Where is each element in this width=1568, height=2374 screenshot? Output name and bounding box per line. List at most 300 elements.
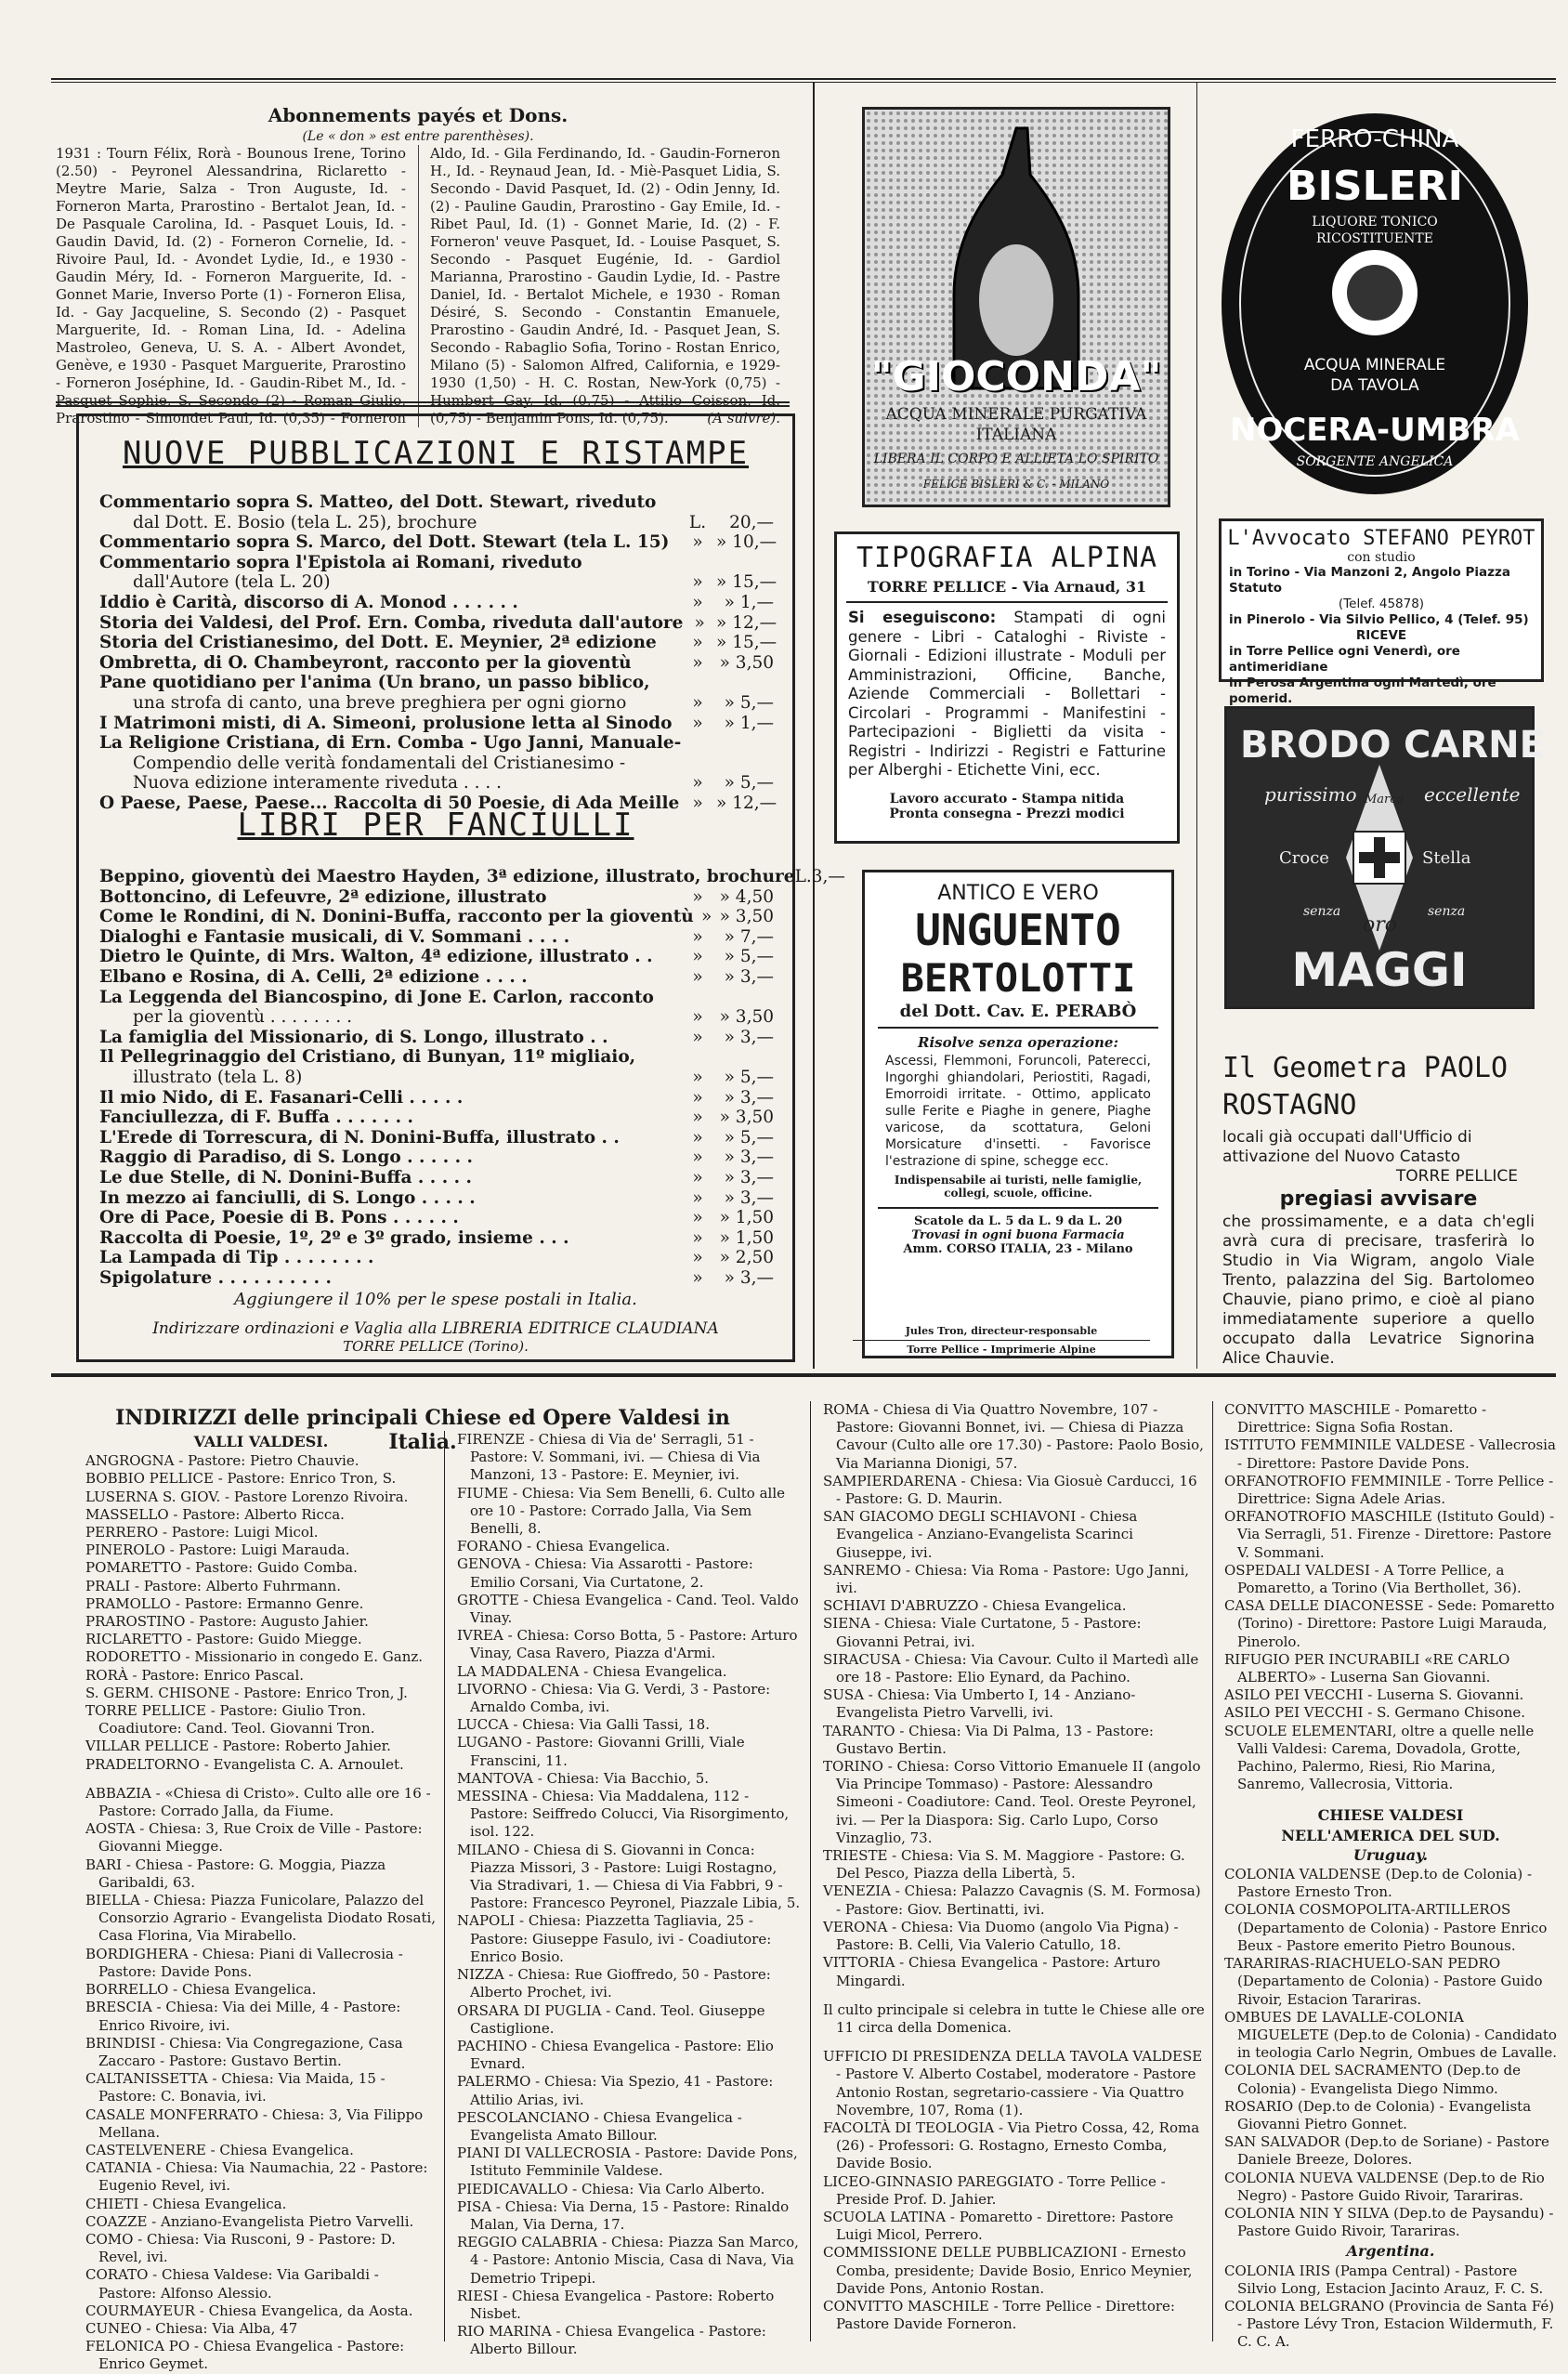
unguento-ad <box>862 870 1174 1358</box>
book-title: La Leggenda del Biancospino, di Jone E. Carlon, racconto <box>99 987 654 1007</box>
book-currency: » <box>692 926 703 947</box>
directory-entry: COLONIA IRIS (Pampa Central) - Pastore Silvio Long, Estacion Jacinto Arauz, F. C. S. <box>1224 2262 1544 2297</box>
directory-entry: COLONIA BELGRANO (Provincia de Santa Fé) - Pastore Lévy Tron, Estacion Wildermuth, F. C. C. A. <box>1224 2297 1555 2351</box>
book-title: Iddio è Carità, discorso di A. Monod . . . . . . <box>99 592 518 612</box>
book-row <box>99 967 774 988</box>
directory-entry: RORÀ - Pastore: Enrico Pascal. <box>85 1666 305 1684</box>
geometra-ad <box>1219 1050 1538 1368</box>
directory-entry: COLONIA VALDENSE (Dep.to de Colonia) - Pastore Ernesto Tron. <box>1224 1866 1533 1901</box>
abonnements-section <box>56 100 780 427</box>
directory-entry: UFFICIO DI PRESIDENZA DELLA TAVOLA VALDESE - Pastore V. Alberto Costabel, moderatore - Pastore Antonio Rostan, segretario-cassiere - Via Quattro Novembre, 107, Roma (1). <box>823 2048 1203 2118</box>
directory-entry: LUGANO - Pastore: Giovanni Grilli, Viale Franscini, 11. <box>457 1734 745 1769</box>
directory-entry: MASSELLO - Pastore: Alberto Ricca. <box>85 1505 345 1523</box>
directory-entry: TARANTO - Chiesa: Via Di Palma, 13 - Pastore: Gustavo Bertin. <box>823 1722 1154 1757</box>
book-row <box>99 693 774 714</box>
book-price <box>716 673 774 693</box>
book-price <box>717 733 774 754</box>
gioconda-line1: ACQUA MINERALE PURGATIVA <box>885 405 1147 424</box>
directory-entry: REGGIO CALABRIA - Chiesa: Piazza San Marco, 4 - Pastore: Antonio Miscia, Casa di Nava, Via Demetrio Tripepi. <box>457 2234 799 2287</box>
book-price: » 3,50 <box>719 907 774 927</box>
bisleri-sub1: LIQUORE TONICO <box>1312 215 1438 230</box>
book-title: Come le Rondini, di N. Donini-Buffa, racconto per la gioventù <box>99 907 694 927</box>
directory-entry: IVREA - Chiesa: Corso Botta, 5 - Pastore: Arturo Vinay, Casa Ravero, Piazza d'Armi. <box>457 1627 798 1662</box>
abonnements-note: (Le « don » est entre parenthèses). <box>302 129 534 144</box>
directory-entry: S. GERM. CHISONE - Pastore: Enrico Tron, J. <box>85 1684 408 1701</box>
directory-entry <box>85 1774 437 1785</box>
tipografia-body-lead: Si eseguiscono: <box>848 609 997 626</box>
column-divider-2 <box>1196 82 1197 1369</box>
abonnements-suivre: (A suivre). <box>707 410 780 426</box>
book-currency: L. <box>794 867 812 886</box>
maggi-brand: MAGGI <box>1291 943 1468 997</box>
book-row <box>99 1007 774 1028</box>
book-currency: » <box>692 1187 703 1208</box>
book-currency: » <box>692 1087 703 1108</box>
book-row <box>99 1248 774 1268</box>
book-row <box>99 1068 774 1088</box>
maggi-s3: eccellente <box>1424 783 1521 806</box>
book-price <box>716 754 774 774</box>
book-row <box>99 513 774 533</box>
book-price: » 5,— <box>724 947 774 967</box>
book-price: » 1,50 <box>719 1227 774 1248</box>
book-price: » 1,— <box>724 592 774 612</box>
book-currency: » <box>692 592 703 612</box>
valli-heading: VALLI VALDESI. <box>193 1433 329 1450</box>
directory-entry: BOBBIO PELLICE - Pastore: Enrico Tron, S. <box>85 1470 397 1488</box>
book-currency: » <box>692 886 703 907</box>
book-row <box>99 653 774 674</box>
directory-entry: MESSINA - Chiesa: Via Maddalena, 112 - Pastore: Seiffredo Colucci, Via Risorgimento, isol. 122. <box>457 1788 790 1841</box>
book-currency: » <box>692 1167 703 1187</box>
directory-entry: CHIETI - Chiesa Evangelica. <box>85 2195 287 2212</box>
maggi-ad <box>1224 706 1545 1009</box>
book-title: Bottoncino, di Lefeuvre, 2ª edizione, illustrato <box>99 886 547 907</box>
book-price: » 5,— <box>724 1067 774 1087</box>
tipografia-footer2: Pronta consegna - Prezzi modici <box>889 806 1125 821</box>
unguento-h2: UNGUENTO <box>915 905 1121 955</box>
book-title: Ore di Pace, Poesie di B. Pons . . . . . . <box>99 1208 459 1228</box>
publications-list <box>99 492 777 814</box>
book-price: » 12,— <box>716 612 777 633</box>
book-price: » 10,— <box>716 532 777 553</box>
directory-entry: BRESCIA - Chiesa: Via dei Mille, 4 - Pastore: Enrico Rivoire, ivi. <box>85 1999 401 2034</box>
gioconda-line4: FELICE BISLERI & C. - MILANO <box>922 478 1110 491</box>
book-title: illustrato (tela L. 8) <box>133 1067 303 1087</box>
sud-heading1: CHIESE VALDESI <box>1317 1806 1464 1825</box>
directory-entry: PIEDICAVALLO - Chiesa: Via Carlo Alberto. <box>457 2180 765 2197</box>
directory-entry: ISTITUTO FEMMINILE VALDESE - Vallecrosia - Direttore: Pastore Davide Pons. <box>1224 1436 1556 1472</box>
directory-entry: CUNEO - Chiesa: Via Alba, 47 <box>85 2319 298 2337</box>
book-row <box>99 673 774 693</box>
book-title: La famiglia del Missionario, di S. Longo, illustrato . . <box>99 1027 608 1047</box>
imprint <box>834 1325 1169 1356</box>
unguento-scatole: Scatole da L. 5 da L. 9 da L. 20 <box>913 1214 1123 1228</box>
directory-entry: SAMPIERDARENA - Chiesa: Via Giosuè Carducci, 16 - Pastore: G. D. Maurin. <box>823 1472 1197 1508</box>
book-currency <box>681 733 717 754</box>
book-row <box>99 1088 774 1108</box>
geometra-body: che prossimamente, e a data ch'egli avrà cura di precisare, trasferirà lo Studio in Via Wigram, angolo Viale Trento, palazzina del Sig. Bartolomeo Chauvie, piano primo, e cioè al piano immediatamente superiore a quello occupato dalla Levatrice Signorina Alice Chauvie. <box>1222 1213 1535 1368</box>
directory-entry: MANTOVA - Chiesa: Via Bacchio, 5. <box>457 1769 710 1787</box>
book-currency <box>679 754 716 774</box>
directory-entry: PACHINO - Chiesa Evangelica - Pastore: Elio Evnard. <box>457 2037 774 2073</box>
directory-entry: PRAROSTINO - Pastore: Augusto Jahier. <box>85 1613 369 1631</box>
directory-entry: ASILO PEI VECCHI - S. Germano Chisone. <box>1224 1704 1526 1722</box>
directory-entry: COMMISSIONE DELLE PUBBLICAZIONI - Ernesto Comba, presidente; Davide Bosio, Enrico Meynier, Davide Pons, Antonio Rostan. <box>823 2244 1193 2297</box>
directory-entry: SAN SALVADOR (Dep.to de Soriane) - Pastore Daniele Breeze, Dolores. <box>1224 2133 1549 2169</box>
bisleri-sub2: RICOSTITUENTE <box>1316 231 1433 246</box>
directory-entry: TORRE PELLICE - Pastore: Giulio Tron. Coadiutore: Cand. Teol. Giovanni Tron. <box>85 1702 375 1738</box>
directory-col1 <box>85 1431 437 2374</box>
directory-entry: ROSARIO (Dep.to de Colonia) - Evangelista Giovanni Pietro Gonnet. <box>1224 2097 1532 2132</box>
maggi-c2: Stella <box>1422 848 1471 868</box>
col-divider-c <box>1212 1401 1213 2341</box>
book-currency <box>679 492 716 513</box>
book-price: » 5,— <box>724 773 774 794</box>
geometra-l2: TORRE PELLICE <box>1395 1167 1518 1186</box>
directory-entry: VERONA - Chiesa: Via Duomo (angolo Via Pigna) - Pastore: B. Celli, Via Valerio Catullo, 18. <box>823 1918 1179 1954</box>
directory-entry: RIO MARINA - Chiesa Evangelica - Pastore: Alberto Billour. <box>457 2323 766 2358</box>
bisleri-m2: DA TAVOLA <box>1330 376 1419 395</box>
directory-entry: CASTELVENERE - Chiesa Evangelica. <box>85 2141 354 2158</box>
book-row <box>99 947 774 967</box>
maggi-s1: purissimo <box>1264 783 1357 806</box>
directory-entry: RODORETTO - Missionario in congedo E. Ganz. <box>85 1648 424 1666</box>
book-price: » 2,50 <box>719 1248 774 1268</box>
peyrot-title: L'Avvocato STEFANO PEYROT <box>1227 527 1535 550</box>
maggi-s2: Marca <box>1365 793 1405 807</box>
book-row <box>99 593 774 613</box>
book-row <box>99 1228 774 1249</box>
directory-entry: PISA - Chiesa: Via Derna, 15 - Pastore: Rinaldo Malan, Via Derna, 17. <box>457 2197 790 2233</box>
tipografia-title: TIPOGRAFIA ALPINA <box>856 542 1158 574</box>
book-row <box>99 1028 774 1048</box>
book-currency: » <box>692 1108 703 1128</box>
book-title: Commentario sopra l'Epistola ai Romani, riveduto <box>99 552 582 572</box>
book-currency: » <box>692 692 703 713</box>
peyrot-l1: in Torino - Via Manzoni 2, Angolo Piazza Statuto <box>1229 565 1510 596</box>
book-title: Commentario sopra S. Matteo, del Dott. Stewart, riveduto <box>99 492 657 512</box>
bisleri-ad <box>1217 107 1533 502</box>
directory-entry: FELONICA PO - Chiesa Evangelica - Pastore: Enrico Geymet. <box>85 2338 405 2373</box>
order-address: Indirizzare ordinazioni e Vaglia alla LIBRERIA EDITRICE CLAUDIANA <box>152 1319 719 1338</box>
col-divider-b <box>810 1401 811 2341</box>
book-title: Il mio Nido, di E. Fasanari-Celli . . . . . <box>99 1087 464 1108</box>
book-price <box>716 1047 774 1068</box>
postage-note: Aggiungere il 10% per le spese postali in Italia. <box>234 1290 637 1309</box>
book-title: Raccolta di Poesie, 1º, 2º e 3º grado, insieme . . . <box>99 1227 569 1248</box>
directory-entry: PRALI - Pastore: Alberto Fuhrmann. <box>85 1577 341 1594</box>
book-price: » 3,— <box>724 1087 774 1108</box>
publications-box <box>76 413 845 1362</box>
book-title: Fanciullezza, di F. Buffa . . . . . . . <box>99 1108 413 1128</box>
book-price: » 3,50 <box>719 652 774 673</box>
book-title: per la gioventù . . . . . . . . <box>133 1007 352 1028</box>
book-title: Spigolature . . . . . . . . . . <box>99 1267 332 1288</box>
uruguay-heading: Uruguay. <box>1352 1845 1429 1864</box>
book-title: dal Dott. E. Bosio (tela L. 25), brochure <box>133 512 477 532</box>
book-currency: » <box>692 532 703 553</box>
directory-col2 <box>457 1431 803 2359</box>
peyrot-ad <box>1219 518 1544 706</box>
book-row <box>99 988 774 1008</box>
directory-entry: NIZZA - Chiesa: Rue Gioffredo, 50 - Pastore: Alberto Prochet, ivi. <box>457 1966 771 2001</box>
book-row <box>99 1168 774 1188</box>
directory-entry: LUCCA - Chiesa: Via Galli Tassi, 18. <box>457 1716 710 1734</box>
book-price: » 3,— <box>724 1187 774 1208</box>
gioconda-brand: "GIOCONDA" <box>870 353 1162 400</box>
book-currency: L. <box>688 512 707 532</box>
book-row <box>99 927 774 948</box>
directory-entry: BARI - Chiesa - Pastore: G. Moggia, Piazza Garibaldi, 63. <box>85 1856 386 1891</box>
abonnements-title: Abonnements payés et Dons. <box>268 104 568 126</box>
book-price: » 3,— <box>724 966 774 987</box>
directory-entry: GROTTE - Chiesa Evangelica - Cand. Teol. Valdo Vinay. <box>457 1591 799 1627</box>
geometra-l1: locali già occupati dall'Ufficio di attivazione del Nuovo Catasto <box>1222 1128 1472 1166</box>
maggi-w2: CARNE <box>1404 724 1545 767</box>
directory-entry: COURMAYEUR - Chiesa Evangelica, da Aosta. <box>85 2302 413 2319</box>
directory-entry: RIFUGIO PER INCURABILI «RE CARLO ALBERTO» - Luserna San Giovanni. <box>1224 1650 1510 1686</box>
book-currency: » <box>692 1067 703 1087</box>
ornament-rule <box>56 401 790 407</box>
directory-entry: COLONIA NIN Y SILVA (Dep.to de Paysandu) - Pastore Guido Rivoir, Tarariras. <box>1224 2204 1554 2240</box>
gioconda-ad <box>862 107 1170 507</box>
gioconda-line2: ITALIANA <box>975 426 1057 444</box>
directory-entry: PIANI DI VALLECROSIA - Pastore: Davide Pons, Istituto Femminile Valdese. <box>457 2144 798 2180</box>
book-row <box>99 633 777 653</box>
book-row <box>99 1047 774 1068</box>
abonnements-text: 1931 : Tourn Félix, Rorà - Bounous Irene, Torino (2.50) - Peyronel Alessandrina, Riclaretto - Meytre Marie, Salza - Tron Auguste, Id. - Forneron Marta, Prarostino - Bertalot Jean, Id. - De Pasquale Carolina, Id. - Pasquet Louis, Id. - Gaudin David, Id. (2) - Forneron Cornelie, Id. - Rivoire Paul, Id. - Avondet Lydie, Id., e 1930 - Gaudin Méry, Id. - Forneron Marguerite, Id. - Gonnet Marie, Inverso Porte (1) - Forneron Elisa, Id. - Gay Jacqueline, S. Secondo (2) - Pasquet Marguerite, Id. - Roman Lina, Id. - Adelina Mastroleo, Geneva, U. S. A. - Albert Avondet, Genève, e 1930 - Pasquet Marguerite, Prarostino - Forneron Joséphine, Id. - Gaudin-Ribet M., Id. - Pasquet Sophie, S. Secondo (2) - Roman Giulio, Prarostino - Simondet Paul, Id. (0,35) - Forneron Aldo, Id. - Gila Ferdinando, Id. - Gaudin-Forneron H., Id. - Reynaud Jean, Id. - Miè-Pasquet Lidia, S. Secondo - David Pasquet, Id. (2) - Odin Jenny, Id. (2) - Pauline Gaudin, Prarostino - Gay Emile, Id. - Ribet Paul, Id. (1) - Gonnet Marie, Id. (2) - F. Forneron' veuve Pasquet, Id. - Louise Pasquet, S. Secondo - Pasquet Eugénie, Id. - Gardiol Marianna, Prarostino - Gaudin Lydie, Id. - Pastre Daniel, Id. - Bertalot Michele, e 1930 - Roman Désiré, S. Secondo - Constantin Emanuele, Prarostino - Gaudin André, Id. - Pasquet Jean, S. Secondo - Rabaglio Sofia, Torino - Rostan Enrico, Milano (5) - Salomon Alfred, California, e 1929-1930 (1,50) - H. C. Rostan, New-York (0,75) - Humbert Gay, Id. (0,75) - Attilio Coisson, Id. (0,75) - Benjamin Pons, Id. (0,75). <box>56 145 780 426</box>
directory-entry: PRAMOLLO - Pastore: Ermanno Genre. <box>85 1594 364 1612</box>
directory-entry: MILANO - Chiesa di S. Giovanni in Conca: Piazza Missori, 3 - Pastore: Luigi Rostagno, Via Stradivari, 1. — Chiesa di Via Fabbri, 9 - Pastore: Francesco Peyronel, Piazzale Libia, 5. <box>457 1841 801 1912</box>
directory-entry: CORATO - Chiesa Valdese: Via Garibaldi - Pastore: Alfonso Alessio. <box>85 2266 379 2302</box>
publications-title: NUOVE PUBBLICAZIONI E RISTAMPE <box>122 435 750 472</box>
book-title: Pane quotidiano per l'anima (Un brano, un passo biblico, <box>99 673 650 693</box>
maggi-d1: senza <box>1303 904 1341 919</box>
column-divider <box>813 82 815 1369</box>
geometra-l3: pregiasi avvisare <box>1279 1187 1478 1211</box>
directory-entry: FORANO - Chiesa Evangelica. <box>457 1538 671 1555</box>
book-row <box>99 1268 774 1289</box>
directory-entry: CONVITTO MASCHILE - Pomaretto - Direttrice: Signa Sofia Rostan. <box>1224 1401 1487 1436</box>
book-price: 20,— <box>729 512 774 532</box>
book-currency: » <box>692 1248 703 1268</box>
maggi-d2: oro <box>1363 913 1398 937</box>
tipografia-ad <box>834 531 1180 844</box>
directory-entry: BORRELLO - Chiesa Evangelica. <box>85 1981 317 1999</box>
directory-entry: VITTORIA - Chiesa Evangelica - Pastore: Arturo Mingardi. <box>823 1954 1161 1989</box>
directory-col4 <box>1224 1401 1557 2352</box>
book-currency: » <box>692 1007 703 1028</box>
book-title: O Paese, Paese, Paese... Raccolta di 50 Poesie, di Ada Meille <box>99 793 680 813</box>
directory-entry: BORDIGHERA - Chiesa: Piani di Vallecrosia - Pastore: Davide Pons. <box>85 1945 403 1980</box>
imprint-editor: Jules Tron, directeur-responsable <box>905 1325 1098 1337</box>
directory-entry: PINEROLO - Pastore: Luigi Marauda. <box>85 1541 350 1559</box>
directory-entry: Il culto principale si celebra in tutte le Chiese alle ore 11 circa della Domenica. <box>823 2000 1205 2036</box>
book-row <box>99 754 774 774</box>
directory-entry: SIENA - Chiesa: Viale Curtatone, 5 - Pastore: Giovanni Petrai, ivi. <box>823 1615 1142 1650</box>
book-currency: » <box>692 713 703 733</box>
directory-entry: RICLARETTO - Pastore: Guido Miegge. <box>85 1631 362 1648</box>
book-title: Compendio delle verità fondamentali del Cristianesimo - <box>133 753 626 773</box>
directory-entry: OSPEDALI VALDESI - A Torre Pellice, a Pomaretto, a Torino (Via Berthollet, 36). <box>1224 1561 1522 1597</box>
bisleri-foot: SORGENTE ANGELICA <box>1296 454 1454 469</box>
unguento-farmacia: Trovasi in ogni buona Farmacia <box>911 1228 1125 1242</box>
book-title: Raggio di Paradiso, di S. Longo . . . . . . <box>99 1148 473 1168</box>
unguento-body: Ascessi, Flemmoni, Foruncoli, Paterecci, Ingorghi ghiandolari, Periostiti, Ragadi, Emorroidi irritate. - Ottimo, applicato sulle Ferite e Piaghe in genere, Piaghe varicose, da scottatura, Geloni Morsicature d'insetti. - Favorisce l'estrazione di spine, schegge ecc. <box>885 1054 1151 1169</box>
directory-entry: BRINDISI - Chiesa: Via Congregazione, Casa Zaccaro - Pastore: Gustavo Bertin. <box>85 2034 403 2069</box>
book-title: Le due Stelle, di N. Donini-Buffa . . . . . <box>99 1167 472 1187</box>
book-title: una strofa di canto, una breve preghiera per ogni giorno <box>133 692 627 713</box>
book-price: » 15,— <box>716 633 777 653</box>
book-price: » 3,50 <box>719 1007 774 1028</box>
col-divider-a <box>444 1431 445 2341</box>
book-currency: » <box>692 947 703 967</box>
directory-entry: CALTANISSETTA - Chiesa: Via Maida, 15 - Pastore: C. Bonavia, ivi. <box>85 2070 385 2105</box>
book-price: » 1,50 <box>719 1208 774 1228</box>
book-row <box>99 532 777 553</box>
book-title: I Matrimoni misti, di A. Simeoni, prolusione letta al Sinodo <box>99 713 673 733</box>
directory-entry: CASA DELLE DIACONESSE - Sede: Pomaretto (Torino) - Direttore: Pastore Luigi Marauda, Pinerolo. <box>1224 1597 1555 1650</box>
book-currency: » <box>692 1027 703 1047</box>
directory-entry: COMO - Chiesa: Via Rusconi, 9 - Pastore: D. Revel, ivi. <box>85 2230 396 2266</box>
book-title: Elbano e Rosina, di A. Celli, 2ª edizione . . . . <box>99 966 528 987</box>
directory-entry: CASALE MONFERRATO - Chiesa: 3, Via Filippo Mellana. <box>85 2105 424 2141</box>
book-currency: » <box>692 572 703 593</box>
children-books-list <box>99 867 845 1288</box>
gioconda-line3: LIBERA IL CORPO E ALLIETA LO SPIRITO <box>873 452 1159 466</box>
peyrot-l4: RICEVE <box>1355 628 1407 643</box>
book-row <box>99 1128 774 1148</box>
directory-entry: SAN GIACOMO DEGLI SCHIAVONI - Chiesa Evangelica - Anziano-Evangelista Scarinci Giuseppe, ivi. <box>823 1508 1138 1561</box>
unguento-risolve: Risolve senza operazione: <box>917 1034 1118 1051</box>
book-title: Dietro le Quinte, di Mrs. Walton, 4ª edizione, illustrato . . <box>99 947 653 967</box>
directory-entry: LIVORNO - Chiesa: Via G. Verdi, 3 - Pastore: Arnaldo Comba, ivi. <box>457 1680 771 1716</box>
directory-entry: PERRERO - Pastore: Luigi Micol. <box>85 1524 319 1541</box>
directory-entry: CATANIA - Chiesa: Via Naumachia, 22 - Pastore: Eugenio Revel, ivi. <box>85 2159 428 2195</box>
book-currency: » <box>692 1148 703 1168</box>
book-row <box>99 572 777 593</box>
book-price <box>716 492 774 513</box>
directory-entry: RIESI - Chiesa Evangelica - Pastore: Roberto Nisbet. <box>457 2287 775 2322</box>
book-currency: » <box>692 1227 703 1248</box>
book-title: Beppino, gioventù dei Maestro Hayden, 3ª edizione, illustrato, brochure <box>99 867 795 886</box>
bisleri-bottom: NOCERA-UMBRA <box>1230 412 1520 449</box>
book-price: » 15,— <box>716 572 777 593</box>
directory-entry: OMBUES DE LAVALLE-COLONIA MIGUELETE (Dep.to de Colonia) - Candidato in teologia Carlo Negrin, Ombues de Lavalle. <box>1224 2008 1557 2062</box>
maggi-c1: Croce <box>1279 848 1329 868</box>
directory-col3 <box>823 1401 1206 2333</box>
section-rule <box>51 1373 1556 1377</box>
directory-entry: VENEZIA - Chiesa: Palazzo Cavagnis (S. M. Formosa) - Pastore: Giov. Bertinatti, ivi. <box>823 1882 1201 1918</box>
book-price: » 3,50 <box>719 1108 774 1128</box>
directory-entry: GENOVA - Chiesa: Via Assarotti - Pastore: Emilio Corsani, Via Curtatone, 2. <box>457 1555 753 1591</box>
book-row <box>99 714 774 734</box>
book-price: » 3,— <box>724 1167 774 1187</box>
peyrot-l6: in Perosa Argentina ogni Martedì, ore pomerid. <box>1229 675 1496 706</box>
directory-entry: FACOLTÀ DI TEOLOGIA - Via Pietro Cossa, 42, Roma (26) - Professori: G. Rostagno, Ernesto Comba, Davide Bosio. <box>823 2118 1200 2172</box>
directory-entry: TARARIRAS-RIACHUELO-SAN PEDRO (Departamento de Colonia) - Pastore Guido Rivoir, Estacion Tarariras. <box>1224 1955 1543 2008</box>
book-price: » 4,50 <box>719 886 774 907</box>
directory-entry: SCUOLE ELEMENTARI, oltre a quelle nelle Valli Valdesi: Carema, Dovadola, Grotte, Pachino, Palermo, Riesi, Rio Marina, Sanremo, Vallecrosia, Vittoria. <box>1224 1722 1535 1793</box>
directory-entry: VILLAR PELLICE - Pastore: Roberto Jahier. <box>85 1738 391 1755</box>
bisleri-brand: BISLERI <box>1287 163 1463 210</box>
sud-heading2: NELL'AMERICA DEL SUD. <box>1281 1826 1500 1844</box>
book-row <box>99 1188 774 1209</box>
directory-entry: COLONIA COSMOPOLITA-ARTILLEROS (Departamento de Colonia) - Pastore Enrico Beux - Pastore emerito Pietro Bounous. <box>1224 1901 1548 1954</box>
directory-entry: PALERMO - Chiesa: Via Spezio, 41 - Pastore: Attilio Arias, ivi. <box>457 2073 774 2108</box>
directory-entry: COAZZE - Anziano-Evangelista Pietro Varvelli. <box>85 2212 414 2230</box>
directory-title: INDIRIZZI delle principali Chiese ed Opere Valdesi in Italia. <box>115 1406 730 1454</box>
directory-entry: TRIESTE - Chiesa: Via S. M. Maggiore - Pastore: G. Del Pesco, Piazza della Libertà, 5. <box>823 1847 1185 1882</box>
bisleri-m1: ACQUA MINERALE <box>1303 356 1446 374</box>
peyrot-l5: in Torre Pellice ogni Venerdì, ore antimeridiane <box>1229 644 1460 675</box>
directory-entry: BIELLA - Chiesa: Piazza Funicolare, Palazzo del Consorzio Agrario - Evangelista Diodato Rosati, Casa Florina, Via Mirabello. <box>85 1892 437 1945</box>
book-row <box>99 887 774 908</box>
book-currency: » <box>692 1127 703 1148</box>
directory-entry: ORSARA DI PUGLIA - Cand. Teol. Giuseppe Castiglione. <box>457 2001 765 2037</box>
book-currency <box>679 553 716 573</box>
tipografia-body: Stampati di ogni genere - Libri - Cataloghi - Riviste - Giornali - Edizioni illustrate - Moduli per Amministrazioni, Officine, Banche, Aziende Commerciali - Bollettari - Circolari - Programmi - Manifestini - Partecipazioni - Biglietti da visita - Registri - Indirizzi - Registri e Fatturine per Alberghi - Etichette Vini, ecc. <box>848 609 1166 779</box>
bisleri-top: FERRO-CHINA <box>1290 125 1459 153</box>
book-price: » 7,— <box>724 926 774 947</box>
book-row <box>99 1148 774 1168</box>
unguento-h1: ANTICO E VERO <box>937 882 1099 905</box>
directory-entry <box>823 2037 1206 2048</box>
directory-entry: ORFANOTROFIO FEMMINILE - Torre Pellice - Direttrice: Signa Adele Arias. <box>1224 1472 1554 1508</box>
book-price: » 3,— <box>724 1267 774 1288</box>
book-currency: » <box>692 633 703 653</box>
book-title: dall'Autore (tela L. 20) <box>133 572 331 593</box>
book-row <box>99 612 777 634</box>
directory-entry: SIRACUSA - Chiesa: Via Cavour. Culto il Martedì alle ore 18 - Pastore: Elio Eynard, da Pachino. <box>823 1650 1199 1686</box>
unguento-by: del Dott. Cav. E. PERABÒ <box>899 1002 1137 1021</box>
book-currency <box>679 1047 716 1068</box>
directory-entry: SCHIAVI D'ABRUZZO - Chiesa Evangelica. <box>823 1597 1127 1615</box>
directory-entry: ANGROGNA - Pastore: Pietro Chauvie. <box>85 1452 359 1470</box>
order-address-city: TORRE PELLICE (Torino). <box>343 1338 529 1355</box>
directory-entry: PESCOLANCIANO - Chiesa Evangelica - Evangelista Amato Billour. <box>457 2108 742 2144</box>
directory-entry: FIRENZE - Chiesa di Via de' Serragli, 51 - Pastore: V. Sommani, ivi. — Chiesa di Via Manzoni, 13 - Pastore: E. Meynier, ivi. <box>457 1431 761 1484</box>
book-currency: » <box>701 907 712 927</box>
book-price: » 1,— <box>724 713 774 733</box>
book-currency: » <box>692 1208 703 1228</box>
book-row <box>99 1108 774 1128</box>
directory-entry: FIUME - Chiesa: Via Sem Benelli, 6. Culto alle ore 10 - Pastore: Corrado Jalla, Via Sem Benelli, 8. <box>457 1484 786 1538</box>
directory-entry: NAPOLI - Chiesa: Piazzetta Tagliavia, 25 - Pastore: Giuseppe Fasulo, ivi - Coadiutore: Enrico Bosio. <box>457 1912 772 1965</box>
book-price: » 12,— <box>716 793 777 813</box>
book-currency: » <box>692 793 703 813</box>
directory-entry: ORFANOTROFIO MASCHILE (Istituto Gould) - Via Serragli, 51. Firenze - Direttore: Pastore V. Sommani. <box>1224 1508 1555 1561</box>
directory-entry: COLONIA DEL SACRAMENTO (Dep.to de Colonia) - Evangelista Diego Nimmo. <box>1224 2062 1522 2097</box>
directory-entry: ROMA - Chiesa di Via Quattro Novembre, 107 - Pastore: Giovanni Bonnet, ivi. — Chiesa di Piazza Cavour (Culto alle ore 17.30) - Pastore: Paolo Bosio, Via Marianna Dionigi, 57. <box>823 1401 1204 1472</box>
peyrot-sub: con studio <box>1347 550 1416 565</box>
unguento-h3: BERTOLOTTI <box>900 955 1136 1001</box>
book-price <box>716 553 774 573</box>
book-price: » 3,— <box>724 1027 774 1047</box>
tipografia-footer1: Lavoro accurato - Stampa nitida <box>889 791 1125 807</box>
top-rule-thin <box>51 82 1556 83</box>
book-row <box>99 867 845 887</box>
directory-entry: ASILO PEI VECCHI - Luserna S. Giovanni. <box>1224 1686 1524 1704</box>
directory-entry <box>823 1990 1206 2001</box>
book-row <box>99 1208 774 1228</box>
book-title: Ombretta, di O. Chambeyront, racconto per la gioventù <box>99 652 632 673</box>
book-title: La Religione Cristiana, di Ern. Comba - Ugo Janni, Manuale- <box>99 733 682 754</box>
unguento-indispensabile: Indispensabile ai turisti, nelle famiglie, collegi, scuole, officine. <box>894 1174 1143 1200</box>
directory-entry: LUSERNA S. GIOV. - Pastore Lorenzo Rivoira. <box>85 1488 409 1505</box>
peyrot-l3: in Pinerolo - Via Silvio Pellico, 4 (Telef. 95) <box>1229 612 1529 627</box>
